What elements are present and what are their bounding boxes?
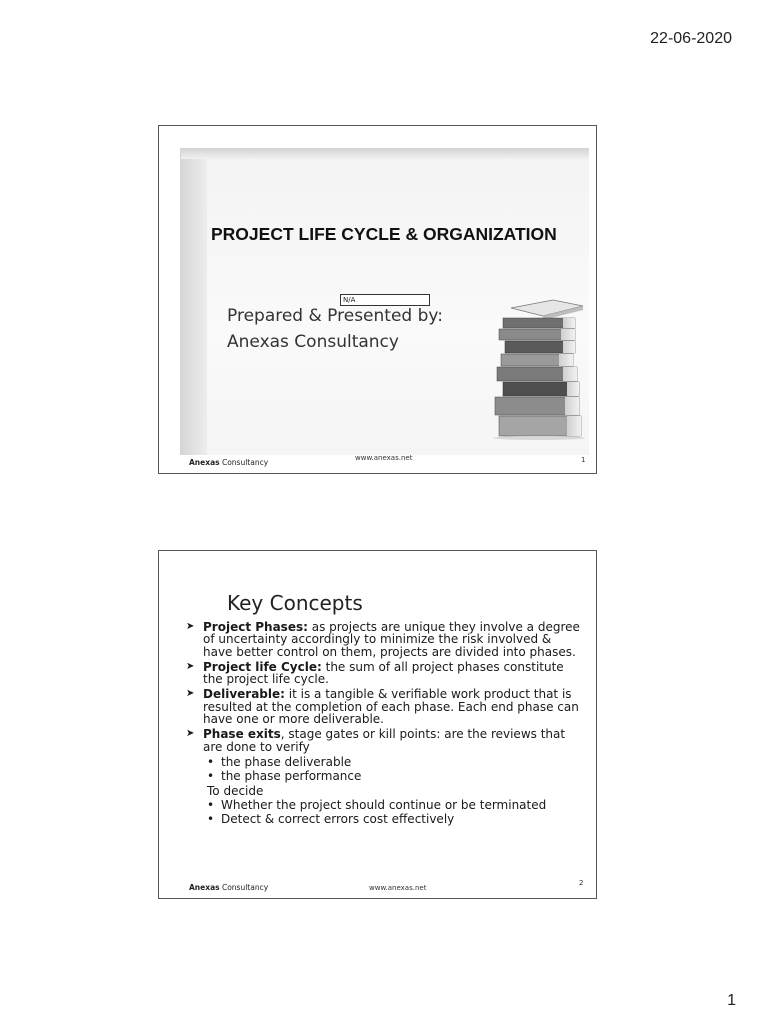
book-stack-image <box>491 298 587 440</box>
sub-bullet: • the phase deliverable <box>207 754 352 769</box>
bullet-project-life-cycle: ➤ Project life Cycle: the sum of all project phases constitute the project life cycle. <box>186 659 564 687</box>
slide-number: 2 <box>579 879 584 887</box>
bullet-phase-exits: ➤ Phase exits, stage gates or kill points: are the reviews that are done to verify <box>186 727 566 754</box>
company-name: Anexas Consultancy <box>227 332 399 352</box>
arrow-bullet-icon: ➤ <box>186 728 195 740</box>
slide-title: PROJECT LIFE CYCLE & ORGANIZATION <box>211 224 557 244</box>
footer-url: www.anexas.net <box>355 454 413 462</box>
dot-bullet-icon: • <box>207 812 215 827</box>
na-field: N/A <box>340 294 430 306</box>
bullet-deliverable: ➤ Deliverable: it is a tangible & verifiable work product that is resulted at the completion of each phase. Each end phase can have one or more deliverable. <box>186 687 579 727</box>
bullet-project-phases: ➤ Project Phases: as projects are unique they involve a degree of uncertainty accordingly to minimize the risk involved & have better control on them, projects are divided into phases. <box>186 620 580 659</box>
slide-1 <box>158 125 597 474</box>
dot-bullet-icon: • <box>207 769 215 784</box>
footer-url: www.anexas.net <box>369 884 427 892</box>
footer-brand: Anexas Consultancy <box>189 458 269 467</box>
footer-brand: Anexas Consultancy <box>189 883 269 892</box>
arrow-bullet-icon: ➤ <box>186 621 195 632</box>
sub-bullet: • Whether the project should continue or be terminated <box>207 797 547 812</box>
arrow-bullet-icon: ➤ <box>186 688 195 700</box>
slide-heading: Key Concepts <box>227 591 363 615</box>
page-number: 1 <box>727 992 736 1009</box>
prepared-by-text: Prepared & Presented by: <box>227 306 443 326</box>
sub-bullet: • Detect & correct errors cost effectively <box>207 812 455 827</box>
slide-number: 1 <box>581 456 586 464</box>
dot-bullet-icon: • <box>207 754 215 769</box>
slide-2 <box>158 550 597 899</box>
dot-bullet-icon: • <box>207 797 215 812</box>
arrow-bullet-icon: ➤ <box>186 660 195 672</box>
page-date: 22-06-2020 <box>650 30 732 47</box>
sub-bullet: • the phase performance <box>207 769 362 784</box>
slide-body <box>185 621 583 827</box>
to-decide-label: To decide <box>207 783 264 798</box>
